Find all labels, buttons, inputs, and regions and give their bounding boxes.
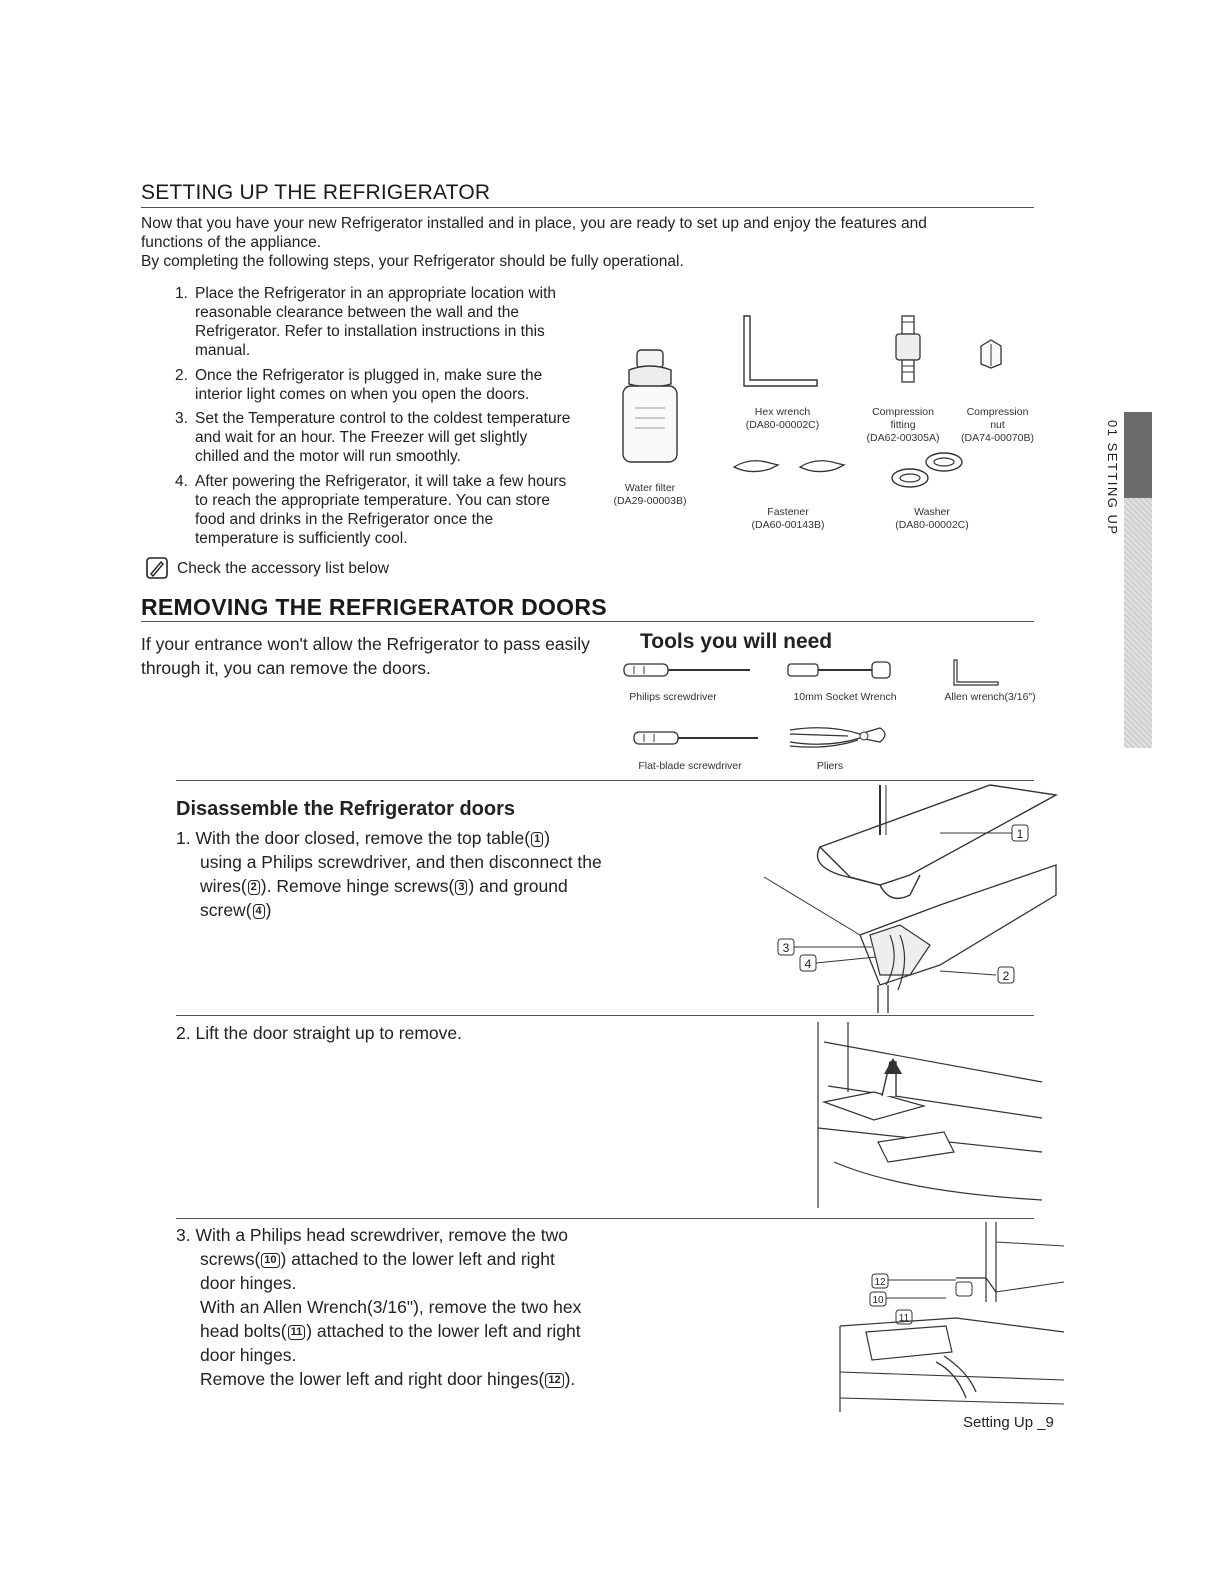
compression-nut-image	[978, 338, 1004, 375]
section-title-removing-doors: REMOVING THE REFRIGERATOR DOORS	[141, 594, 607, 620]
callout-1-label: 1	[1016, 827, 1024, 841]
allen-wrench-caption: Allen wrench(3/16")	[944, 691, 1036, 703]
flat-screwdriver-image	[632, 728, 762, 753]
disassemble-step-3: 3. With a Philips head screwdriver, remove the two screws( 10 ) attached to the lower left and right door hinges. With an Allen Wrench(3/16"), remove the two hex head bolts( 11 ) attached to the lower left and right door hinges. Remove the lower left and right door hinges( 12 ).	[176, 1225, 582, 1389]
lift-door-illustration	[814, 1022, 1046, 1217]
disassemble-step-1: 1. With the door closed, remove the top table( 1 ) using a Philips screwdriver, and then disconnect the wires( 2 ). Remove hinge screws( 3 ) and ground screw( 4 )	[176, 828, 602, 920]
philips-screwdriver-caption: Philips screwdriver	[629, 691, 717, 703]
hinge-removal-illustration	[836, 1222, 1068, 1419]
top-table-illustration	[760, 785, 1060, 1018]
section2-rule	[141, 621, 1034, 622]
pliers-caption: Pliers	[816, 760, 844, 772]
callout-11-icon: 11	[288, 1325, 306, 1340]
title-rule	[141, 207, 1034, 208]
setup-step-4: 4. After powering the Refrigerator, it will take a few hours to reach the appropriate temperature. You can store food and drinks in the Refrigerator once the temperature is sufficiently cool.	[175, 473, 567, 547]
setup-step-2: 2. Once the Refrigerator is plugged in, make sure the interior light comes on when you open the doors.	[175, 367, 543, 403]
compression-fitting-image	[893, 314, 923, 391]
philips-screwdriver-image	[622, 660, 752, 685]
callout-2-icon: 2	[248, 880, 260, 895]
tools-rule	[176, 780, 1034, 781]
page-number: Setting Up _9	[963, 1414, 1054, 1431]
washer-image	[888, 448, 978, 495]
intro-line-1: Now that you have your new Refrigerator installed and in place, you are ready to set up and enjoy the features and	[141, 215, 927, 232]
callout-10-icon: 10	[261, 1253, 279, 1268]
setup-step-3: 3. Set the Temperature control to the coldest temperature and wait for an hour. The Freezer will get slightly chilled and the motor will run smoothly.	[175, 410, 571, 465]
socket-wrench-caption: 10mm Socket Wrench	[793, 691, 897, 703]
callout-3-label: 3	[782, 941, 790, 955]
callout-3-icon: 3	[455, 880, 467, 895]
allen-wrench-image	[952, 658, 1002, 693]
hex-wrench-caption: Hex wrench (DA80-00002C)	[745, 406, 820, 431]
hex-wrench-image	[742, 314, 822, 399]
note-text: Check the accessory list below	[177, 560, 389, 577]
flat-screwdriver-caption: Flat-blade screwdriver	[638, 760, 742, 772]
compression-fitting-caption: Compression fitting (DA62-00305A)	[866, 406, 940, 444]
water-filter-image	[615, 348, 685, 483]
compression-nut-caption: Compression nut (DA74-00070B)	[961, 406, 1034, 444]
callout-4-label: 4	[804, 957, 812, 971]
side-tab-shaded-block	[1124, 498, 1152, 748]
water-filter-caption: Water filter (DA29-00003B)	[613, 482, 687, 507]
intro-paragraph	[141, 214, 1041, 271]
callout-2-label: 2	[1002, 969, 1010, 983]
fastener-caption: Fastener (DA60-00143B)	[751, 506, 825, 531]
callout-12-label: 12	[874, 1277, 886, 1288]
section-title-setting-up: SETTING UP THE REFRIGERATOR	[141, 181, 491, 204]
removing-intro: If your entrance won't allow the Refrigerator to pass easily through it, you can remove the doors.	[141, 634, 590, 678]
side-tab-dark-block	[1124, 412, 1152, 498]
callout-1-icon: 1	[531, 832, 543, 847]
intro-line-3: By completing the following steps, your Refrigerator should be fully operational.	[141, 253, 684, 270]
intro-line-2: functions of the appliance.	[141, 234, 322, 251]
callout-10-label: 10	[872, 1295, 884, 1306]
fastener-image	[730, 455, 860, 482]
step1-rule	[176, 1015, 1034, 1016]
setup-step-1: 1. Place the Refrigerator in an appropriate location with reasonable clearance between the wall and the Refrigerator. Refer to installation instructions in this manual.	[175, 285, 557, 359]
pliers-image	[788, 720, 892, 761]
callout-11-label: 11	[898, 1313, 910, 1324]
socket-wrench-image	[786, 660, 896, 687]
callout-12-icon: 12	[545, 1373, 563, 1388]
disassemble-step-2: 2. Lift the door straight up to remove.	[176, 1023, 462, 1043]
note-icon	[146, 557, 168, 584]
side-tab-label: 01 SETTING UP	[1105, 420, 1120, 536]
disassemble-title: Disassemble the Refrigerator doors	[176, 798, 515, 820]
washer-caption: Washer (DA80-00002C)	[895, 506, 969, 531]
tools-title: Tools you will need	[640, 630, 833, 653]
callout-4-icon: 4	[253, 904, 265, 919]
step2-rule	[176, 1218, 1034, 1219]
